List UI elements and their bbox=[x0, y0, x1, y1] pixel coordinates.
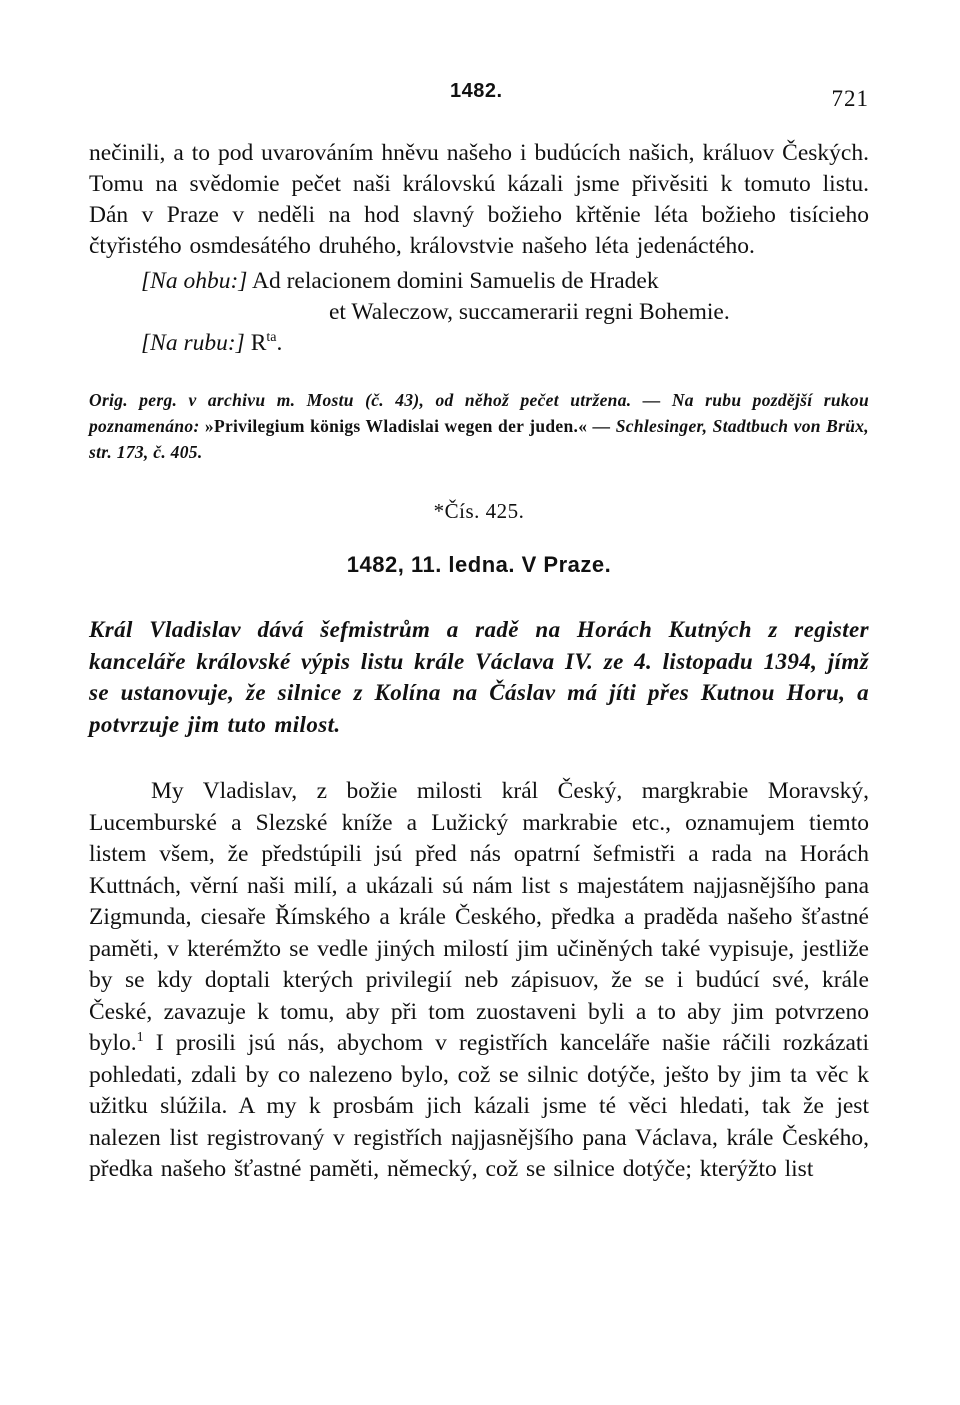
document-body bbox=[89, 776, 869, 1186]
source-note-quote: »Privilegium königs Wladislai wegen der juden.« bbox=[204, 416, 588, 436]
back-endorsement bbox=[141, 328, 282, 359]
back-label: [Na rubu:] bbox=[141, 330, 245, 356]
document-regest: Král Vladislav dává šefmistrům a radě na Horách Kutných z register kanceláře královské výpis listu krále Václava IV. ze 4. listopadu 1394, jímž se ustanovuje, že silnice z Kolína na Čáslav má jíti přes Kutnou Horu, a potvrzuje jim tuto milost. bbox=[89, 617, 869, 737]
body-part-2: I prosili jsú nás, abychom v registřích kanceláře našie ráčili rozkázati pohledati, zdali by co nalezeno bylo, což se silnic dotýče, ješto by jim ta věc k užitku slúžila. A my k prosbám jich kázali jsme té věci hledati, tak že jest nalezen list registrovaný v registřích najjasnějšího pana Václava, krále Českého, předka našeho šťastné paměti, německý, což se silnice dotýče; kterýžto list bbox=[89, 1030, 869, 1182]
document-date-place: 1482, 11. ledna. V Praze. bbox=[346, 552, 612, 577]
back-text: R bbox=[250, 330, 267, 356]
source-note bbox=[89, 387, 869, 465]
back-end: . bbox=[276, 330, 283, 356]
page-number: 721 bbox=[831, 86, 869, 111]
footnote-ref: 1 bbox=[136, 1030, 144, 1046]
fold-text-1: Ad relacionem domini Samuelis de Hradek bbox=[252, 268, 659, 294]
document-number: *Čís. 425. bbox=[433, 499, 525, 523]
source-note-part3: — Schlesinger, Stadtbuch von Brüx, str. 173, č. 405. bbox=[89, 416, 869, 462]
fold-label: [Na ohbu:] bbox=[141, 268, 248, 294]
fold-endorsement bbox=[141, 266, 659, 297]
running-head bbox=[89, 70, 869, 110]
header-year: 1482. bbox=[450, 80, 503, 102]
back-superscript: ta bbox=[266, 330, 277, 346]
body-part-1: My Vladislav, z božie milosti král Český, margkrabie Moravský, Lucemburské a Slezské kníže a Lužický markrabie etc., oznamujem tiemto listem všem, že předstúpili jsú před nás opatrní šefmistři a rada na Horách Kuttnách, věrní naši milí, a ukázali sú nám list s majestátem najjasnějšího pana Zigmunda, ciesaře Římského a krále Českého, předka a praděda našeho šťastné paměti, v kterémžto se vedle jiných milostí jim učiněných také vypisuje, jestliže by se kdy doptali kterých privilegií neb zápisuov, že se i budúcí své, krále České, zavazuje k tomu, aby při tom zuostaveni byli a to aby jim potvrzeno bylo. bbox=[89, 778, 869, 1056]
book-page bbox=[89, 70, 869, 1209]
fold-text-2: et Waleczow, succamerarii regni Bohemie. bbox=[329, 299, 730, 325]
endorsement-block bbox=[89, 262, 869, 377]
source-note-part1: Orig. perg. v archivu m. Mostu (č. 43), od něhož pečet utržena. — Na rubu pozdější rukou poznamenáno: bbox=[89, 390, 869, 436]
opening-paragraph: nečinili, a to pod uvarováním hněvu našeho i budúcích našich, králuov Českých. Tomu na svědomie pečet naši královskú kázali jsme přivěsiti k tomuto listu. Dán v Praze v neděli na hod slavný božieho křtěnie léta božieho tisícieho čtyřistého osmdesátého druhého, královstvie našeho léta jedenáctého. bbox=[89, 140, 869, 259]
